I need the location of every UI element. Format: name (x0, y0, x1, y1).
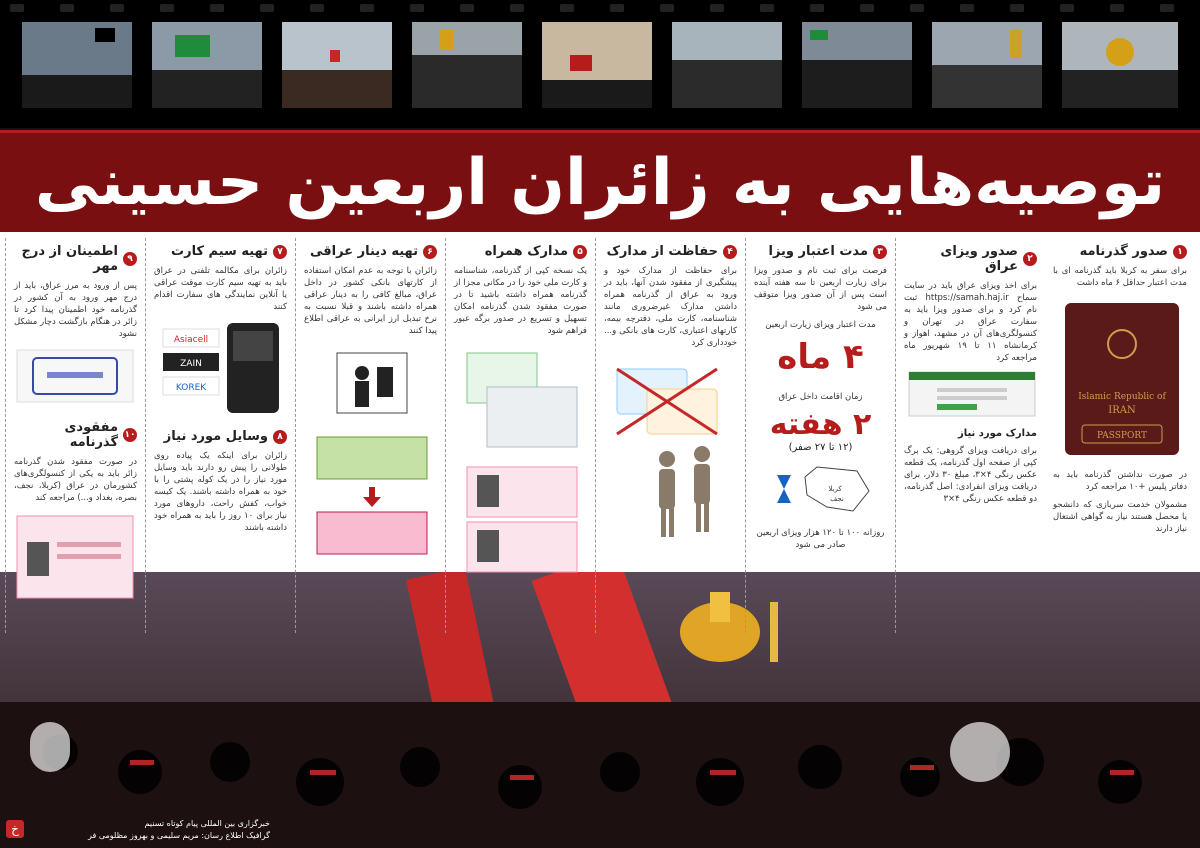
stay-dates: (۱۲ تا ۲۷ صفر) (788, 442, 853, 453)
column-entry-stamp (5, 238, 145, 633)
sub-text: زائران برای اینکه یک پیاده روی طولانی را پیش رو دارند باید وسایل مورد نیاز را در یک کوله پشتی را با خود به همراه داشته باشند. یک کیسه خواب، کفش راحت، داروهای مورد نیاز برای ۱۰ روز را باید به همراه خود داشته باشند (154, 451, 287, 533)
title-banner (0, 130, 1200, 236)
thumb-4 (412, 22, 522, 108)
samah-website-screenshot (907, 370, 1037, 418)
column-text: فرصت برای ثبت نام و صدور ویزا برای زیارت اربعین تا سه هفته آینده است پس از آن صدور ویزا متوقف می شود (754, 266, 887, 312)
column-text: یک نسخه کپی از گذرنامه، شناسنامه و کارت ملی خود را در مکانی مجزا از گذرنامه همراه داشته باشید تا در صورت مفقود شدن گذرنامه امکان تسهیل و تسریع در صدور برگه عبور فراهم شود (454, 266, 587, 336)
step-number: ۳ (873, 245, 887, 259)
page-title: توصیه‌هایی به زائران اربعین حسینی (34, 146, 1166, 220)
column-text: پس از ورود به مرز عراق، باید از درج مهر ورود به آن کشور در گذرنامه خود اطمینان پیدا کرد تا زائر در هنگام بازگشت دچار مشکل نشود (14, 281, 137, 339)
step-number: ۴ (723, 245, 737, 259)
stay-label: زمان اقامت داخل عراق (778, 392, 863, 402)
credit-agency: خبرگزاری بین المللی پیام کوتاه تسنیم (144, 819, 270, 828)
phone-and-sim-brands (157, 319, 287, 419)
document-copies-image (457, 347, 587, 577)
thumb-5 (542, 22, 652, 108)
column-heading: صدور ویزای عراق (940, 244, 1018, 274)
credits (10, 818, 270, 842)
thumb-1 (22, 22, 132, 108)
map-label-karbala: کربلا (828, 485, 842, 493)
column-text: زائران با توجه به عدم امکان استفاده از کارتهای بانکی کشور در داخل عراق، مبالغ کافی را به دینار عراقی همراه داشته باشند و قبلا نسبت به نرخ تبدیل ارز ایرانی به عراقی اطلاع پیدا کنند (304, 266, 437, 336)
walking-pilgrims-icon (659, 446, 710, 537)
column-heading: تهیه دینار عراقی (309, 244, 418, 259)
column-text: زائران برای مکالمه تلفنی در عراق باید به تهیه سیم کارت موقت عراقی یا آنلاین نمایندگی های سفارت اقدام کنند (154, 266, 287, 312)
sub-heading: مفقودی گذرنامه (64, 420, 118, 450)
brand-zain: ZAIN (180, 359, 202, 369)
step-number: ۹ (123, 252, 137, 266)
validity-value: ۴ ماه (777, 337, 864, 377)
thumb-9 (1062, 22, 1178, 108)
step-number: ۶ (423, 245, 437, 259)
tasnim-logo: خ (6, 820, 24, 838)
step-number: ۲ (1023, 252, 1037, 266)
exchange-person-icon (355, 366, 369, 380)
column-heading: تهیه سیم کارت (171, 244, 268, 259)
column-text: برای اخذ ویزای عراق باید در سایت سماح https://samah.haj.ir ثبت نام کرد و برای صدور ویزا باید به سفارت عراق در تهران و کنسولگری‌های آن در مشهد، اهواز و کرمانشاه ۱۱ تا ۱۹ شهریور ماه مراجعه کرد (904, 281, 1038, 363)
passport-line1: Islamic Republic of (1078, 392, 1166, 402)
brand-korek: KOREK (175, 383, 207, 393)
step-number: ۱۰ (124, 430, 136, 440)
currency-exchange-image (307, 347, 437, 567)
column-text: برای سفر به کربلا باید گذرنامه ای با مدت اعتبار حداقل ۶ ماه داشت (1053, 266, 1187, 288)
thumb-8 (932, 22, 1042, 108)
content-panel (0, 232, 1200, 848)
column-iraqi-dinar (295, 238, 445, 633)
crossed-id-cards (607, 359, 737, 549)
arrow-down-icon (363, 487, 381, 507)
passport-line3: PASSPORT (1097, 431, 1147, 441)
daily-visa-text: روزانه ۱۰۰ تا ۱۲۰ هزار ویزای اربعین صادر می شود (756, 528, 885, 550)
passport-image (1057, 299, 1187, 459)
column-visa-validity (745, 238, 895, 633)
column-passport (1045, 238, 1195, 633)
thumb-3 (282, 22, 392, 108)
column-protect-documents (595, 238, 745, 633)
sub-text: برای دریافت ویزای گروهی: یک برگ کپی از صفحه اول گذرنامه، یک قطعه عکس رنگی ۴×۳، مبلغ ۳۰ دلار، برای دریافت ویزای انفرادی: اصل گذرنامه، دو قطعه عکس رنگی ۴×۳ (904, 446, 1037, 504)
column-text-extra: در صورت نداشتن گذرنامه باید به دفاتر پلیس +۱۰ مراجعه کرد (1053, 470, 1187, 492)
photo-thumbnails (0, 0, 1200, 128)
sub-heading: وسایل مورد نیاز (163, 429, 268, 444)
step-number: ۱ (1173, 245, 1187, 259)
column-sim-card (145, 238, 295, 633)
credit-designers: گرافیک اطلاع رسان: مریم سلیمی و بهروز مظلومی فر (88, 831, 270, 840)
step-number: ۵ (573, 245, 587, 259)
thumb-6 (672, 22, 782, 108)
entry-stamp-image (13, 346, 137, 406)
column-accompanying-documents (445, 238, 595, 633)
lost-passport-image (13, 512, 137, 602)
hourglass-icon (777, 475, 791, 503)
column-text-extra-2: مشمولان خدمت سربازی که دانشجو یا محصل هستند نیاز به گواهی اشتغال نیاز دارند (1053, 500, 1187, 534)
brand-asiacell: Asiacell (173, 335, 209, 345)
step-number: ۸ (273, 430, 287, 444)
step-number: ۷ (273, 245, 287, 259)
column-text: برای حفاظت از مدارک خود و پیشگیری از مفقود شدن آنها، باید در ورود به عراق از گذرنامه همراه داشتن مدارک غیرضروری مانند شناسنامه، کارت ملی، دفترچه بیمه، کارتهای اعتباری، کارت های بانکی و... خودداری کرد (604, 266, 737, 348)
sub-heading: مدارک مورد نیاز (957, 428, 1037, 439)
column-visa (895, 238, 1045, 633)
passport-line2: IRAN (1108, 405, 1136, 416)
sub-text: در صورت مفقود شدن گذرنامه زائر باید به یکی از کنسولگری‌های کشورمان در عراق (کربلا، نجف، بصره، بغداد و...) مراجعه کند (14, 457, 137, 503)
column-heading: اطمینان از درج مهر (21, 244, 118, 274)
iraq-map-icon (757, 461, 887, 517)
map-label-najaf: نجف (830, 495, 844, 503)
thumb-7 (802, 22, 912, 108)
column-heading: مدارک همراه (484, 244, 568, 259)
thumb-2 (152, 22, 262, 108)
photo-strip (0, 0, 1200, 128)
column-heading: حفاظت از مدارک (606, 244, 718, 259)
stay-value: ۲ هفته (769, 407, 872, 442)
validity-label: مدت اعتبار ویزای زیارت اربعین (765, 320, 876, 330)
column-heading: صدور گذرنامه (1079, 244, 1168, 259)
column-heading: مدت اعتبار ویزا (768, 244, 868, 259)
